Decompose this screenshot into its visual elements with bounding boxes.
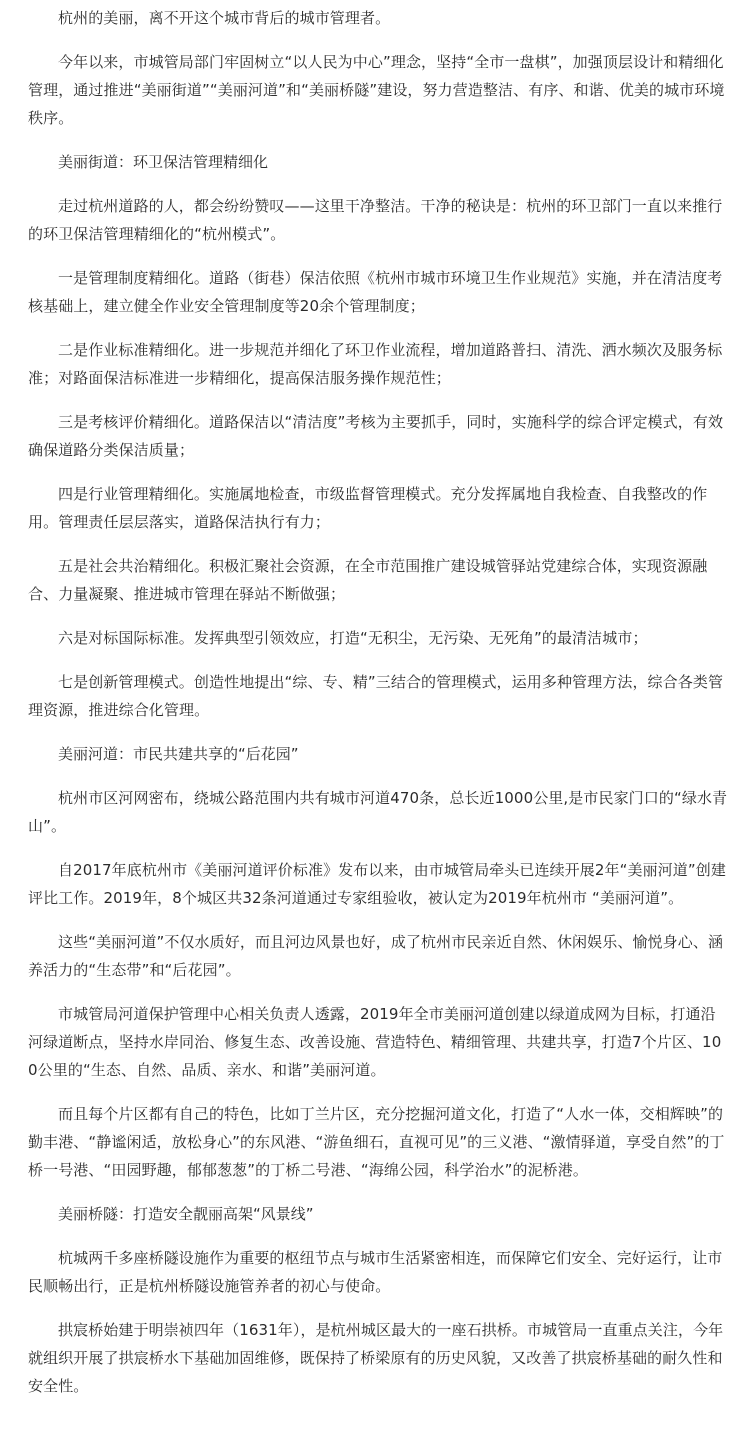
section-heading-bridges: 美丽桥隧：打造安全靓丽高架“风景线” xyxy=(58,1205,314,1223)
section-heading-rivers: 美丽河道：市民共建共享的“后花园” xyxy=(58,745,299,763)
paragraph-overview: 今年以来，市城管局部门牢固树立“以人民为中心”理念，坚持“全市一盘棋”，加强顶层设计和精细化管理，通过推进“美丽街道”“美丽河道”和“美丽桥隧”建设，努力营造整洁、有序、和谐、优美的城市环境秩序。 xyxy=(28,53,725,127)
paragraph-streets-intro: 走过杭州道路的人，都会纷纷赞叹——这里干净整洁。干净的秘诀是：杭州的环卫部门一直以来推行的环卫保洁管理精细化的“杭州模式”。 xyxy=(28,197,723,243)
section-heading-streets: 美丽街道：环卫保洁管理精细化 xyxy=(58,153,269,171)
paragraph-point-5: 五是社会共治精细化。积极汇聚社会资源，在全市范围推广建设城管驿站党建综合体，实现资源融合、力量凝聚、推进城市管理在驿站不断做强； xyxy=(28,557,708,603)
paragraph-bridges-intro: 杭城两千多座桥隧设施作为重要的枢纽节点与城市生活紧密相连，而保障它们安全、完好运行，让市民顺畅出行，正是杭州桥隧设施管养者的初心与使命。 xyxy=(28,1249,723,1295)
paragraph-rivers-features: 而且每个片区都有自己的特色，比如丁兰片区，充分挖掘河道文化，打造了“人水一体，交相辉映”的勤丰港、“静谧闲适，放松身心”的东风港、“游鱼细石，直视可见”的三义港、“激情驿道，享受自然”的丁桥一号港、“田园野趣，郁郁葱葱”的丁桥二号港、“海绵公园，科学治水”的泥桥港。 xyxy=(28,1105,725,1179)
paragraph-rivers-intro: 杭州市区河网密布，绕城公路范围内共有城市河道470条，总长近1000公里,是市民家门口的“绿水青山”。 xyxy=(28,789,728,835)
paragraph-point-6: 六是对标国际标准。发挥典型引领效应，打造“无积尘，无污染、无死角”的最清洁城市； xyxy=(58,629,648,647)
paragraph-gongchen-bridge: 拱宸桥始建于明崇祯四年（1631年），是杭州城区最大的一座石拱桥。市城管局一直重点关注，今年就组织开展了拱宸桥水下基础加固维修，既保持了桥梁原有的历史风貌，又改善了拱宸桥基础的耐久性和安全性。 xyxy=(28,1321,724,1395)
paragraph-point-1: 一是管理制度精细化。道路（街巷）保洁依照《杭州市城市环境卫生作业规范》实施，并在清洁度考核基础上，建立健全作业安全管理制度等20余个管理制度； xyxy=(28,269,723,315)
paragraph-point-7: 七是创新管理模式。创造性地提出“综、专、精”三结合的管理模式，运用多种管理方法，综合各类管理资源，推进综合化管理。 xyxy=(28,673,724,719)
paragraph-point-2: 二是作业标准精细化。进一步规范并细化了环卫作业流程，增加道路普扫、清洗、洒水频次及服务标准；对路面保洁标准进一步精细化，提高保洁服务操作规范性； xyxy=(28,341,723,387)
paragraph-rivers-standard: 自2017年底杭州市《美丽河道评价标准》发布以来，由市城管局牵头已连续开展2年“美丽河道”创建评比工作。2019年，8个城区共32条河道通过专家组验收，被认定为2019年杭州市 “美丽河道”。 xyxy=(28,861,726,907)
paragraph-rivers-benefit: 这些“美丽河道”不仅水质好，而且河边风景也好，成了杭州市民亲近自然、休闲娱乐、愉悦身心、涵养活力的“生态带”和“后花园”。 xyxy=(28,933,724,979)
paragraph-rivers-plan: 市城管局河道保护管理中心相关负责人透露，2019年全市美丽河道创建以绿道成网为目标，打通沿河绿道断点，坚持水岸同治、修复生态、改善设施、营造特色、精细管理、共建共享，打造7个片区、100公里的“生态、自然、品质、亲水、和谐”美丽河道。 xyxy=(28,1005,722,1079)
paragraph-point-4: 四是行业管理精细化。实施属地检查，市级监督管理模式。充分发挥属地自我检查、自我整改的作用。管理责任层层落实，道路保洁执行有力； xyxy=(28,485,708,531)
paragraph-point-3: 三是考核评价精细化。道路保洁以“清洁度”考核为主要抓手，同时，实施科学的综合评定模式，有效确保道路分类保洁质量； xyxy=(28,413,724,459)
paragraph-intro: 杭州的美丽，离不开这个城市背后的城市管理者。 xyxy=(58,9,391,27)
